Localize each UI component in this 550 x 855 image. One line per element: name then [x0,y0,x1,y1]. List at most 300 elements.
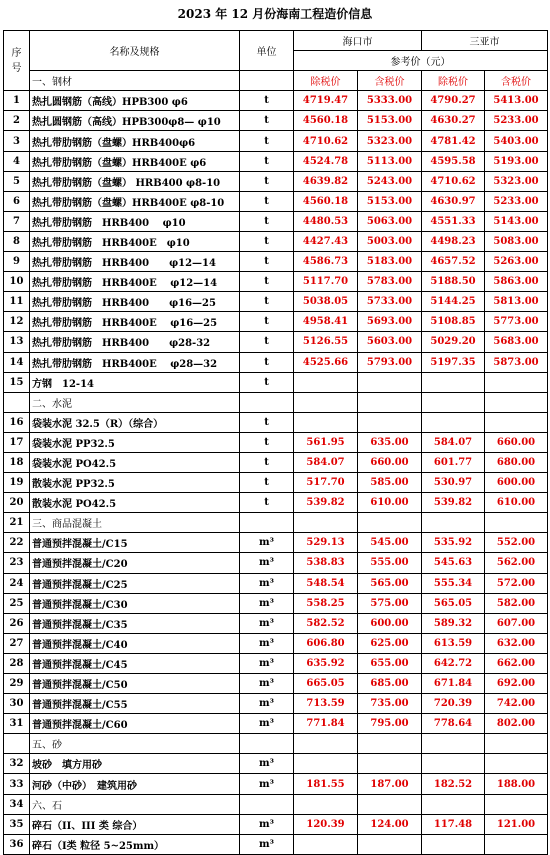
haikou-ex-tax-price: 635.92 [294,653,358,673]
haikou-ex-tax-price: 517.70 [294,473,358,493]
unit-cell: t [240,252,294,272]
unit-cell [240,794,294,814]
sanya-ex-tax-price: 4595.58 [422,151,485,171]
sanya-inc-tax-price: 660.00 [485,432,548,452]
material-name: 热扎圆钢筋（高线）HPB300 φ6 [30,91,240,111]
unit-cell: m³ [240,834,294,854]
city-sanya-header: 三亚市 [422,31,548,51]
table-row [4,412,548,432]
sanya-inc-tax-price: 680.00 [485,452,548,472]
row-number: 36 [4,834,30,854]
unit-cell: t [240,412,294,432]
haikou-ex-tax-price: 582.52 [294,613,358,633]
sanya-inc-tax-price: 5263.00 [485,252,548,272]
sanya-inc-tax-price [485,513,548,533]
table-row [4,352,548,372]
sanya-ex-tax-price: 5197.35 [422,352,485,372]
sanya-inc-tax-price: 188.00 [485,774,548,794]
sanya-ex-tax-price: 530.97 [422,473,485,493]
sanya-ex-tax-price: 601.77 [422,452,485,472]
haikou-inc-tax-price: 5183.00 [358,252,422,272]
unit-cell: t [240,191,294,211]
sanya-inc-tax-price: 5143.00 [485,211,548,231]
unit-cell: t [240,111,294,131]
ex-tax-header: 除税价 [422,71,485,91]
haikou-inc-tax-price: 5153.00 [358,111,422,131]
sanya-ex-tax-price: 4790.27 [422,91,485,111]
material-name: 散装水泥 PO42.5 [30,493,240,513]
unit-cell: t [240,211,294,231]
row-number: 11 [4,292,30,312]
section-label: 五、砂 [30,734,240,754]
sanya-inc-tax-price: 5233.00 [485,111,548,131]
sanya-inc-tax-price: 610.00 [485,493,548,513]
haikou-inc-tax-price: 5153.00 [358,191,422,211]
row-number: 5 [4,171,30,191]
table-row [4,452,548,472]
unit-cell [240,392,294,412]
sanya-inc-tax-price: 5873.00 [485,352,548,372]
sanya-inc-tax-price: 5403.00 [485,131,548,151]
sanya-ex-tax-price: 589.32 [422,613,485,633]
unit-cell: m³ [240,754,294,774]
row-number: 28 [4,653,30,673]
sanya-ex-tax-price: 642.72 [422,653,485,673]
row-number: 3 [4,131,30,151]
sanya-ex-tax-price: 5188.50 [422,272,485,292]
haikou-ex-tax-price: 4719.47 [294,91,358,111]
haikou-inc-tax-price: 660.00 [358,452,422,472]
ex-tax-header: 除税价 [294,71,358,91]
price-cell [358,734,422,754]
row-number: 9 [4,252,30,272]
table-row [4,211,548,231]
sanya-ex-tax-price: 117.48 [422,814,485,834]
material-name: 碎石（I类 粒径 5~25mm） [30,834,240,854]
row-number: 32 [4,754,30,774]
sanya-inc-tax-price: 5413.00 [485,91,548,111]
sanya-inc-tax-price: 5813.00 [485,292,548,312]
table-row [4,473,548,493]
price-cell [485,734,548,754]
sanya-ex-tax-price: 4781.42 [422,131,485,151]
sanya-inc-tax-price: 742.00 [485,694,548,714]
haikou-ex-tax-price [294,834,358,854]
table-row [4,814,548,834]
unit-cell: t [240,231,294,251]
haikou-ex-tax-price: 558.25 [294,593,358,613]
table-row [4,794,548,814]
material-name: 热扎带肋钢筋 HRB400 φ10 [30,211,240,231]
haikou-inc-tax-price: 555.00 [358,553,422,573]
sanya-inc-tax-price [485,372,548,392]
table-row [4,252,548,272]
sanya-inc-tax-price: 802.00 [485,714,548,734]
sanya-ex-tax-price [422,794,485,814]
sanya-ex-tax-price: 545.63 [422,553,485,573]
table-row [4,91,548,111]
unit-cell: t [240,151,294,171]
sanya-ex-tax-price: 720.39 [422,694,485,714]
row-number: 10 [4,272,30,292]
haikou-ex-tax-price [294,513,358,533]
material-name: 袋装水泥 32.5（R）（综合） [30,412,240,432]
price-cell [294,734,358,754]
row-number: 16 [4,412,30,432]
haikou-ex-tax-price: 771.84 [294,714,358,734]
sanya-ex-tax-price [422,513,485,533]
inc-tax-header: 含税价 [485,71,548,91]
table-row [4,312,548,332]
sanya-ex-tax-price: 584.07 [422,432,485,452]
material-name: 河砂（中砂） 建筑用砂 [30,774,240,794]
unit-cell: m³ [240,633,294,653]
sanya-inc-tax-price: 5863.00 [485,272,548,292]
haikou-inc-tax-price: 5323.00 [358,131,422,151]
section-row [4,392,548,412]
row-number: 13 [4,332,30,352]
row-number: 22 [4,533,30,553]
unit-cell [240,71,294,91]
material-name: 热扎带肋钢筋 HRB400E φ16—25 [30,312,240,332]
material-name: 方钢 12-14 [30,372,240,392]
row-number: 27 [4,633,30,653]
material-name: 坡砂 填方用砂 [30,754,240,774]
table-row [4,231,548,251]
table-row [4,593,548,613]
section-label: 一、钢材 [30,71,240,91]
sanya-ex-tax-price: 535.92 [422,533,485,553]
haikou-inc-tax-price: 5603.00 [358,332,422,352]
material-name: 热扎带肋钢筋（盘螺）HRB400E φ6 [30,151,240,171]
haikou-inc-tax-price [358,412,422,432]
material-name: 热扎带肋钢筋 HRB400E φ28—32 [30,352,240,372]
haikou-ex-tax-price [294,412,358,432]
price-cell [422,734,485,754]
table-row [4,613,548,633]
material-name: 普通预拌混凝土/C35 [30,613,240,633]
sanya-inc-tax-price [485,412,548,432]
row-number: 21 [4,513,30,533]
material-name: 普通预拌混凝土/C25 [30,573,240,593]
unit-cell: t [240,131,294,151]
table-row [4,653,548,673]
material-name: 普通预拌混凝土/C30 [30,593,240,613]
row-number: 17 [4,432,30,452]
row-number: 31 [4,714,30,734]
unit-cell: t [240,473,294,493]
row-number: 15 [4,372,30,392]
row-number: 8 [4,231,30,251]
price-cell [294,392,358,412]
sanya-ex-tax-price: 539.82 [422,493,485,513]
sanya-ex-tax-price: 4710.62 [422,171,485,191]
haikou-inc-tax-price [358,834,422,854]
haikou-ex-tax-price: 529.13 [294,533,358,553]
haikou-ex-tax-price [294,372,358,392]
unit-cell: m³ [240,553,294,573]
unit-cell: m³ [240,573,294,593]
table-row [4,131,548,151]
haikou-ex-tax-price: 4958.41 [294,312,358,332]
ref-price-header: 参考价（元） [294,51,548,71]
unit-cell: m³ [240,533,294,553]
sanya-inc-tax-price: 121.00 [485,814,548,834]
material-name: 普通预拌混凝土/C20 [30,553,240,573]
haikou-ex-tax-price [294,754,358,774]
haikou-inc-tax-price: 187.00 [358,774,422,794]
sanya-ex-tax-price: 778.64 [422,714,485,734]
sanya-inc-tax-price: 607.00 [485,613,548,633]
sanya-inc-tax-price: 632.00 [485,633,548,653]
unit-cell: t [240,91,294,111]
header-row-cities [4,31,548,51]
sanya-ex-tax-price: 5029.20 [422,332,485,352]
haikou-inc-tax-price [358,754,422,774]
row-number: 33 [4,774,30,794]
price-cell [422,392,485,412]
haikou-inc-tax-price: 735.00 [358,694,422,714]
material-name: 袋装水泥 PP32.5 [30,432,240,452]
row-number: 26 [4,613,30,633]
table-row [4,553,548,573]
haikou-inc-tax-price: 5063.00 [358,211,422,231]
unit-cell: m³ [240,674,294,694]
haikou-ex-tax-price: 4639.82 [294,171,358,191]
row-number [4,734,30,754]
material-name: 热扎带肋钢筋 HRB400 φ12—14 [30,252,240,272]
material-name: 普通预拌混凝土/C15 [30,533,240,553]
table-row [4,111,548,131]
material-name: 散装水泥 PP32.5 [30,473,240,493]
haikou-ex-tax-price: 561.95 [294,432,358,452]
haikou-inc-tax-price: 5793.00 [358,352,422,372]
haikou-ex-tax-price: 665.05 [294,674,358,694]
sanya-inc-tax-price [485,834,548,854]
unit-cell: t [240,372,294,392]
haikou-inc-tax-price: 655.00 [358,653,422,673]
sanya-inc-tax-price [485,754,548,774]
sanya-ex-tax-price: 671.84 [422,674,485,694]
inc-tax-header: 含税价 [358,71,422,91]
price-table [3,30,548,855]
unit-cell: m³ [240,714,294,734]
table-row [4,834,548,854]
sanya-ex-tax-price: 565.05 [422,593,485,613]
haikou-inc-tax-price [358,794,422,814]
sanya-inc-tax-price: 552.00 [485,533,548,553]
material-name: 普通预拌混凝土/C50 [30,674,240,694]
haikou-ex-tax-price: 5038.05 [294,292,358,312]
row-number: 29 [4,674,30,694]
row-number: 1 [4,91,30,111]
table-row [4,171,548,191]
row-number: 34 [4,794,30,814]
haikou-inc-tax-price: 585.00 [358,473,422,493]
unit-cell: t [240,352,294,372]
unit-cell: m³ [240,814,294,834]
unit-cell: t [240,432,294,452]
seq-header-line1: 序 [11,47,22,59]
price-table-body [4,31,548,855]
table-row [4,191,548,211]
document-title: 2023 年 12 月份海南工程造价信息 [177,7,373,21]
material-name: 热扎带肋钢筋（盘螺） HRB400 φ8-10 [30,171,240,191]
haikou-ex-tax-price: 4427.43 [294,231,358,251]
table-row [4,513,548,533]
sanya-inc-tax-price [485,794,548,814]
sanya-ex-tax-price [422,754,485,774]
haikou-inc-tax-price: 565.00 [358,573,422,593]
unit-cell: m³ [240,774,294,794]
sanya-ex-tax-price [422,372,485,392]
unit-cell: m³ [240,694,294,714]
sanya-ex-tax-price: 4630.27 [422,111,485,131]
haikou-inc-tax-price: 600.00 [358,613,422,633]
sanya-ex-tax-price: 4498.23 [422,231,485,251]
material-name: 普通预拌混凝土/C45 [30,653,240,673]
haikou-ex-tax-price: 606.80 [294,633,358,653]
unit-cell: m³ [240,593,294,613]
section-label: 三、商品混凝土 [30,513,240,533]
haikou-ex-tax-price: 5126.55 [294,332,358,352]
unit-header: 单位 [240,31,294,71]
haikou-inc-tax-price: 5693.00 [358,312,422,332]
unit-cell: t [240,332,294,352]
table-row [4,633,548,653]
haikou-ex-tax-price: 584.07 [294,452,358,472]
haikou-ex-tax-price: 4525.66 [294,352,358,372]
haikou-inc-tax-price: 545.00 [358,533,422,553]
material-name: 普通预拌混凝土/C55 [30,694,240,714]
row-number: 18 [4,452,30,472]
material-name: 热扎带肋钢筋（盘螺）HRB400E φ8-10 [30,191,240,211]
haikou-inc-tax-price [358,372,422,392]
material-name: 热扎带肋钢筋（盘螺）HRB400φ6 [30,131,240,151]
haikou-ex-tax-price [294,794,358,814]
haikou-ex-tax-price: 4560.18 [294,111,358,131]
unit-cell: t [240,493,294,513]
row-number: 20 [4,493,30,513]
unit-cell: t [240,171,294,191]
material-name: 热扎带肋钢筋 HRB400E φ12—14 [30,272,240,292]
haikou-inc-tax-price: 124.00 [358,814,422,834]
haikou-inc-tax-price: 795.00 [358,714,422,734]
material-name: 热扎带肋钢筋 HRB400 φ16—25 [30,292,240,312]
unit-cell [240,734,294,754]
row-number: 12 [4,312,30,332]
sanya-inc-tax-price: 692.00 [485,674,548,694]
sanya-ex-tax-price: 613.59 [422,633,485,653]
sanya-inc-tax-price: 5323.00 [485,171,548,191]
sanya-ex-tax-price: 555.34 [422,573,485,593]
haikou-inc-tax-price: 5113.00 [358,151,422,171]
table-row [4,533,548,553]
unit-cell: t [240,272,294,292]
unit-cell: t [240,312,294,332]
sanya-inc-tax-price: 5773.00 [485,312,548,332]
haikou-ex-tax-price: 4524.78 [294,151,358,171]
row-number: 7 [4,211,30,231]
table-row [4,754,548,774]
sanya-inc-tax-price: 662.00 [485,653,548,673]
row-number [4,392,30,412]
row-number: 23 [4,553,30,573]
haikou-inc-tax-price: 625.00 [358,633,422,653]
table-row [4,493,548,513]
sanya-inc-tax-price: 600.00 [485,473,548,493]
haikou-inc-tax-price: 5733.00 [358,292,422,312]
haikou-inc-tax-price: 575.00 [358,593,422,613]
row-number: 14 [4,352,30,372]
sanya-ex-tax-price: 4630.97 [422,191,485,211]
haikou-inc-tax-price: 610.00 [358,493,422,513]
row-number: 24 [4,573,30,593]
table-row [4,674,548,694]
row-number: 35 [4,814,30,834]
haikou-inc-tax-price [358,513,422,533]
unit-cell: m³ [240,653,294,673]
material-name: 热扎圆钢筋（高线）HPB300φ8— φ10 [30,111,240,131]
sanya-ex-tax-price: 4657.52 [422,252,485,272]
section-row [4,734,548,754]
material-name: 普通预拌混凝土/C40 [30,633,240,653]
table-row [4,432,548,452]
table-row [4,573,548,593]
name-header: 名称及规格 [30,31,240,71]
sanya-ex-tax-price: 182.52 [422,774,485,794]
row-number: 30 [4,694,30,714]
haikou-ex-tax-price: 181.55 [294,774,358,794]
sanya-inc-tax-price: 5233.00 [485,191,548,211]
seq-header [4,31,30,91]
sanya-inc-tax-price: 5193.00 [485,151,548,171]
material-name: 普通预拌混凝土/C60 [30,714,240,734]
table-row [4,292,548,312]
haikou-ex-tax-price: 713.59 [294,694,358,714]
material-name: 袋装水泥 PO42.5 [30,452,240,472]
sanya-inc-tax-price: 5083.00 [485,231,548,251]
sanya-inc-tax-price: 562.00 [485,553,548,573]
unit-cell: m³ [240,613,294,633]
table-row [4,774,548,794]
material-name: 热扎带肋钢筋 HRB400E φ10 [30,231,240,251]
haikou-inc-tax-price: 5003.00 [358,231,422,251]
sanya-inc-tax-price: 572.00 [485,573,548,593]
row-number: 6 [4,191,30,211]
haikou-inc-tax-price: 635.00 [358,432,422,452]
table-row [4,694,548,714]
haikou-ex-tax-price: 4560.18 [294,191,358,211]
price-cell [358,392,422,412]
haikou-ex-tax-price: 4710.62 [294,131,358,151]
table-row [4,151,548,171]
haikou-ex-tax-price: 538.83 [294,553,358,573]
material-name: 碎石（II、III 类 综合） [30,814,240,834]
unit-cell: t [240,292,294,312]
seq-header-line2: 号 [11,62,22,74]
haikou-ex-tax-price: 4586.73 [294,252,358,272]
material-name: 热扎带肋钢筋 HRB400 φ28-32 [30,332,240,352]
sanya-inc-tax-price: 582.00 [485,593,548,613]
table-row [4,714,548,734]
sanya-ex-tax-price: 5108.85 [422,312,485,332]
price-cell [485,392,548,412]
unit-cell [240,513,294,533]
section-label: 六、石 [30,794,240,814]
haikou-inc-tax-price: 5333.00 [358,91,422,111]
haikou-inc-tax-price: 5783.00 [358,272,422,292]
